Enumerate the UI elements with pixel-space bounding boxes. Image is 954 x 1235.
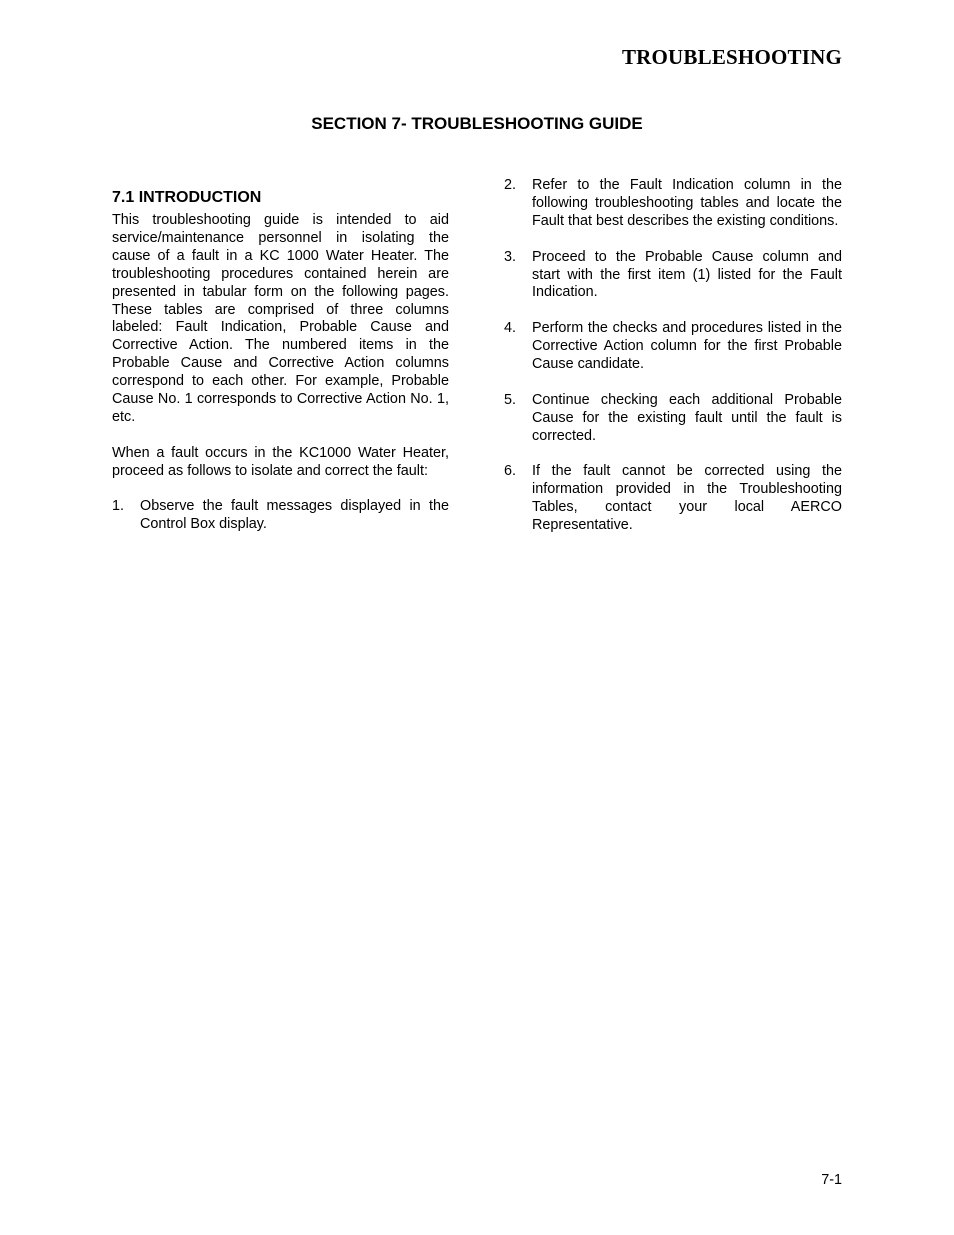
step-number: 4. bbox=[504, 320, 517, 337]
step-text: Continue checking each additional Probable Cause for the existing fault until the fault is corrected. bbox=[532, 391, 842, 444]
running-header: TROUBLESHOOTING bbox=[621, 45, 842, 69]
step-item bbox=[504, 249, 842, 303]
subsection-heading: 7.1 INTRODUCTION bbox=[112, 189, 262, 206]
intro-paragraph: This troubleshooting guide is intended to aid service/maintenance personnel in isolating the cause of a fault in a KC 1000 Water Heater. The troubleshooting procedures contained herein are presented in tabular form on the following pages. These tables are comprised of three columns labeled: Fault Indication, Probable Cause and Corrective Action. The numbered items in the Probable Cause and Corrective Action columns correspond to each other. For example, Probable Cause No. 1 corresponds to Corrective Action No. 1, etc. bbox=[112, 212, 449, 425]
step-text: Refer to the Fault Indication column in the following troubleshooting tables and locate the Fault that best describes the existing conditions. bbox=[532, 177, 842, 229]
step-text: Perform the checks and procedures listed in the Corrective Action column for the first Probable Cause candidate. bbox=[532, 320, 842, 373]
step-number: 3. bbox=[504, 248, 517, 265]
right-column bbox=[504, 177, 842, 553]
procedure-intro-paragraph: When a fault occurs in the KC1000 Water Heater, proceed as follows to isolate and correct the fault: bbox=[112, 444, 449, 479]
step-item bbox=[112, 498, 449, 534]
step-text: Observe the fault messages displayed in the Control Box display. bbox=[140, 498, 449, 533]
step-number: 1. bbox=[112, 498, 125, 515]
step-item bbox=[504, 177, 842, 231]
step-text: If the fault cannot be corrected using the information provided in the Troubleshooting Tables, contact your local AERCO Representative. bbox=[532, 463, 842, 534]
step-item bbox=[504, 320, 842, 374]
step-number: 2. bbox=[504, 177, 517, 193]
page-number: 7-1 bbox=[821, 1172, 842, 1188]
step-number: 6. bbox=[504, 463, 517, 480]
step-item bbox=[504, 463, 842, 535]
section-title: SECTION 7- TROUBLESHOOTING GUIDE bbox=[311, 114, 643, 133]
step-number: 5. bbox=[504, 391, 517, 408]
left-column bbox=[112, 188, 449, 552]
step-text: Proceed to the Probable Cause column and start with the first item (1) listed for the Fault Indication. bbox=[532, 248, 842, 301]
step-item bbox=[504, 392, 842, 446]
